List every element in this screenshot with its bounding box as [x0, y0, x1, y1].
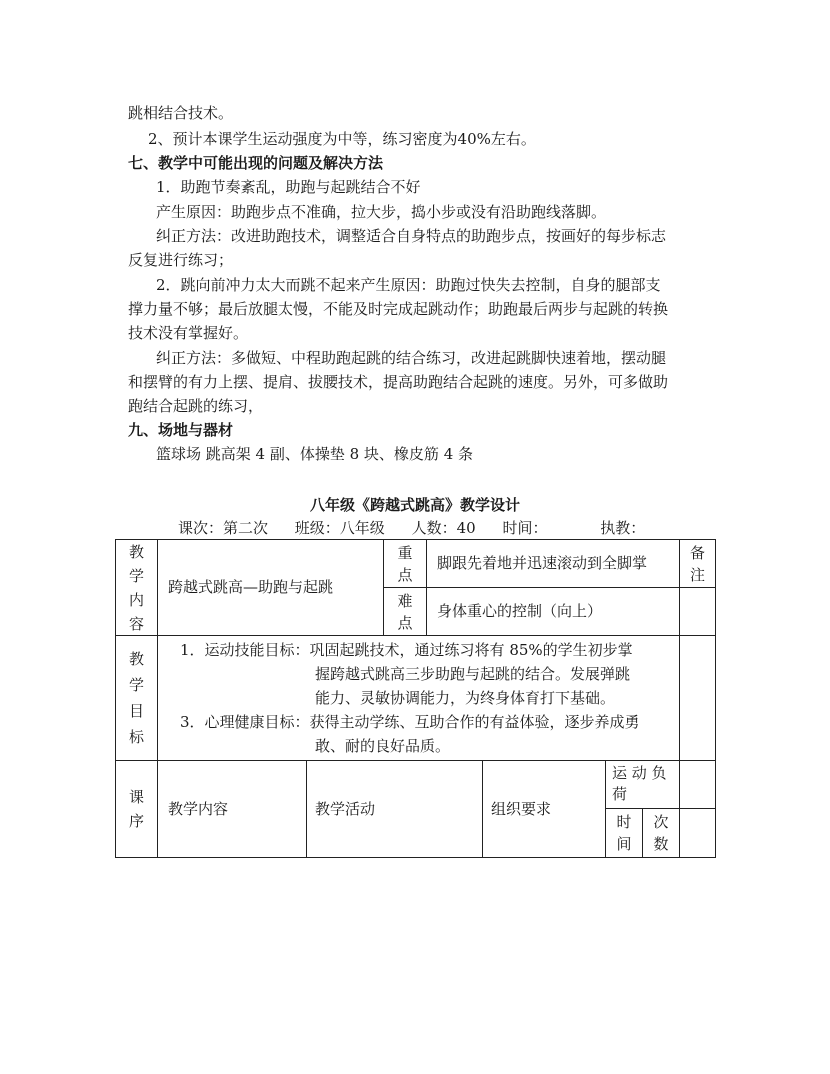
paragraph: 跑结合起跳的练习，: [128, 397, 264, 415]
col-content: 教学内容: [168, 799, 229, 818]
teacher: 执教：: [600, 519, 646, 537]
paragraph: 篮球场 跳高架 4 副、体操垫 8 块、橡皮筋 4 条: [156, 445, 474, 463]
difficult-label: 难点: [397, 591, 413, 632]
lesson-number: 课次：第二次: [178, 519, 269, 537]
key-label-cell: [383, 539, 427, 588]
times-note-cell: [679, 808, 716, 858]
paragraph: 和摆臂的有力上摆、提肩、拔腰技术，提高助跑结合起跳的速度。另外，可多做助: [128, 373, 669, 391]
goal-skill-line2: 握跨越式跳高三步助跑与起跳的结合。发展弹跳: [315, 665, 631, 683]
paragraph: 1．助跑节奏紊乱，助跑与起跳结合不好: [156, 178, 421, 196]
col-times-cell: [642, 808, 680, 858]
content-cell: [157, 539, 384, 636]
difficult-label-cell: [383, 587, 427, 636]
goals-cell: [157, 635, 680, 761]
difficult-text: 身体重心的控制（向上）: [437, 602, 603, 620]
goal-skill-line3: 能力、灵敏协调能力，为终身体育打下基础。: [315, 689, 616, 707]
col-load-line1: 运 动 负: [612, 764, 667, 782]
note-label: 备注: [689, 543, 705, 584]
paragraph: 纠正方法：改进助跑技术，调整适合自身特点的助跑步点，按画好的每步标志: [156, 227, 667, 245]
student-count: 人数：40: [411, 519, 476, 537]
goal-mental: 3．心理健康目标：获得主动学练、互助合作的有益体验，逐步养成勇: [180, 713, 640, 731]
col-activity-cell: [306, 760, 483, 858]
section-heading: 七、教学中可能出现的问题及解决方法: [128, 154, 384, 172]
load-note-cell: [679, 760, 716, 809]
note-cell: [679, 587, 716, 636]
plan-meta: [178, 517, 667, 538]
goals-note-cell: [679, 635, 716, 761]
paragraph: 纠正方法：多做短、中程助跑起跳的结合练习，改进起跳脚快速着地，摆动腿: [156, 349, 667, 367]
col-time-cell: [605, 808, 643, 858]
order-label: 课序: [128, 788, 144, 830]
paragraph: 2．跳向前冲力太大而跳不起来产生原因：助跑过快失去控制，自身的腿部支: [156, 276, 661, 294]
content-label: 教学内容: [128, 542, 144, 633]
goal-skill: 1．运动技能目标：巩固起跳技术，通过练习将有 85%的学生初步掌: [180, 641, 633, 659]
plan-title: 八年级《跨越式跳高》教学设计: [309, 496, 520, 514]
key-label: 重点: [397, 543, 413, 584]
paragraph: 撑力量不够；最后放腿太慢，不能及时完成起跳动作；助跑最后两步与起跳的转换: [128, 300, 669, 318]
paragraph: 跳相结合技术。: [128, 104, 234, 122]
content-text: 跨越式跳高—助跑与起跳: [168, 578, 334, 596]
col-activity: 教学活动: [315, 799, 376, 818]
goals-label-cell: [115, 635, 158, 761]
difficult-cell: [426, 587, 680, 636]
key-text: 脚跟先着地并迅速滚动到全脚掌: [437, 554, 648, 572]
content-label-cell: [115, 539, 158, 636]
paragraph: 技术没有掌握好。: [128, 324, 249, 342]
paragraph: 2、预计本课学生运动强度为中等，练习密度为40%左右。: [148, 130, 536, 148]
goals-label: 教学目标: [128, 650, 144, 746]
col-org-cell: [482, 760, 606, 858]
col-content-cell: [157, 760, 307, 858]
col-times: 次数: [653, 813, 669, 853]
col-time: 时间: [616, 813, 632, 853]
order-label-cell: [115, 760, 158, 858]
col-org: 组织要求: [491, 799, 552, 818]
paragraph: 反复进行练习；: [128, 251, 234, 269]
paragraph: 产生原因：助跑步点不准确，拉大步，捣小步或没有沿助跑线落脚。: [156, 203, 607, 221]
key-cell: [426, 539, 680, 588]
section-heading: 九、场地与器材: [128, 421, 234, 439]
col-load-line2: 荷: [612, 785, 628, 803]
goal-mental-line2: 敢、耐的良好品质。: [315, 737, 451, 755]
lesson-time: 时间：: [502, 519, 548, 537]
class-grade: 班级：八年级: [294, 519, 385, 537]
col-load-cell: [605, 760, 680, 809]
note-label-cell: [679, 539, 716, 588]
